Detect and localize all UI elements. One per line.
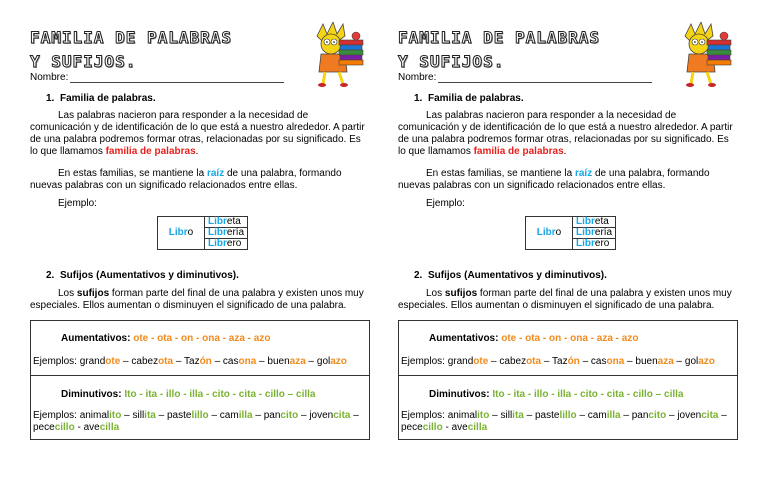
example-separator: – <box>673 356 685 367</box>
example-separator: – <box>620 410 632 421</box>
suffix-highlight: ón <box>199 356 212 367</box>
example-word: casona <box>222 356 257 367</box>
suffix-highlight: aza <box>289 356 306 367</box>
family-word-cell: Librería <box>205 228 248 239</box>
family-word-cell: Libreta <box>573 217 616 228</box>
example-word: animalito <box>79 410 122 421</box>
suffix-highlight: cito <box>280 410 299 421</box>
suffix-box <box>398 320 738 440</box>
example-word: pancito <box>263 410 299 421</box>
section2-heading: 2. Sufijos (Aumentativos y diminutivos). <box>46 270 239 281</box>
suffix-highlight: azo <box>330 356 347 367</box>
suffix-highlight: ona <box>606 356 625 367</box>
example-separator: – <box>256 356 268 367</box>
girl-with-books-illustration <box>309 22 371 88</box>
suffix-highlight: ota <box>526 356 542 367</box>
example-separator: – <box>624 356 636 367</box>
suffix-highlight: cillo <box>54 422 75 433</box>
example-separator: – <box>155 410 167 421</box>
section1-paragraph2: En estas familias, se mantiene la raíz de una palabra, formando nuevas palabras con un significado relacionados entre ellas. <box>30 168 342 191</box>
example-separator: – <box>718 410 727 421</box>
example-separator: – <box>489 410 501 421</box>
example-word: cabezota <box>499 356 542 367</box>
example-word: pancito <box>631 410 667 421</box>
suffix-highlight: illa <box>606 410 621 421</box>
example-word: pececillo <box>33 422 75 433</box>
suffix-highlight: ito <box>477 410 490 421</box>
section2-heading: 2. Sufijos (Aumentativos y diminutivos). <box>414 270 607 281</box>
example-word: buenaza <box>267 356 306 367</box>
example-label: Ejemplo: <box>426 198 465 209</box>
name-field <box>30 72 284 83</box>
example-separator: – <box>173 356 185 367</box>
suffix-highlight: cito <box>648 410 667 421</box>
name-label: Nombre: <box>30 72 69 83</box>
example-separator: – <box>523 410 535 421</box>
example-separator: – <box>541 356 553 367</box>
section2-paragraph: Los sufijos forman parte del final de una palabra y existen unos muy especiales. Ellos aumentan o disminuyen el significado de una palabra. <box>398 288 732 311</box>
name-blank-line <box>438 73 652 83</box>
example-word: camilla <box>219 410 253 421</box>
worksheet-left <box>26 0 386 503</box>
section1-paragraph2: En estas familias, se mantiene la raíz de una palabra, formando nuevas palabras con un significado relacionados entre ellas. <box>398 168 710 191</box>
example-word: golazo <box>684 356 715 367</box>
example-word: camilla <box>587 410 621 421</box>
suffix-highlight: ito <box>109 410 122 421</box>
example-word: sillita <box>132 410 156 421</box>
family-word-cell: Librería <box>573 228 616 239</box>
diminutive-heading: Diminutivos: Ito - ita - illo - illa - cito - cita - cillo – cilla <box>61 389 316 400</box>
suffix-highlight: ita <box>144 410 156 421</box>
suffix-highlight: lillo <box>191 410 209 421</box>
example-separator: – <box>121 410 133 421</box>
name-label: Nombre: <box>398 72 437 83</box>
example-word: pastelillo <box>166 410 209 421</box>
example-separator: – <box>305 356 317 367</box>
suffix-highlight: ón <box>567 356 580 367</box>
suffix-highlight: ona <box>238 356 257 367</box>
table-row <box>526 217 616 228</box>
example-word: sillita <box>500 410 524 421</box>
example-separator: – <box>350 410 359 421</box>
name-blank-line <box>70 73 284 83</box>
root-word-cell: Libro <box>158 217 205 250</box>
worksheet-title: FAMILIA DE PALABRAS <box>398 28 601 47</box>
augmentative-examples: Ejemplos: grandote – cabezota – Tazón – casona – buenaza – golazo <box>33 356 347 367</box>
table-row <box>158 217 248 228</box>
example-word: Tazón <box>184 356 212 367</box>
example-separator: – <box>576 410 588 421</box>
suffix-highlight: cilla <box>99 422 120 433</box>
example-word: grandote <box>447 356 489 367</box>
example-word: casona <box>590 356 625 367</box>
suffix-highlight: cillo <box>422 422 443 433</box>
name-field <box>398 72 652 83</box>
suffix-highlight: aza <box>657 356 674 367</box>
word-family-table <box>157 216 248 250</box>
example-label: Ejemplo: <box>58 198 97 209</box>
example-word: avecilla <box>83 422 120 433</box>
suffix-box <box>30 320 370 440</box>
box-divider <box>31 375 369 376</box>
example-separator: – <box>208 410 220 421</box>
suffix-highlight: ota <box>158 356 174 367</box>
section1-heading: 1. Familia de palabras. <box>46 93 156 104</box>
example-word: jovencita <box>309 410 351 421</box>
suffix-highlight: cita <box>701 410 719 421</box>
suffix-highlight: azo <box>698 356 715 367</box>
girl-with-books-illustration <box>677 22 739 88</box>
suffix-highlight: ote <box>105 356 121 367</box>
worksheet-title-line2: Y SUFIJOS. <box>30 52 137 71</box>
suffix-highlight: cita <box>333 410 351 421</box>
example-separator: - <box>74 422 84 433</box>
family-word-cell: Librero <box>205 239 248 250</box>
example-word: pececillo <box>401 422 443 433</box>
suffix-highlight: ote <box>473 356 489 367</box>
example-word: golazo <box>316 356 347 367</box>
diminutive-heading: Diminutivos: Ito - ita - illo - illa - cito - cita - cillo – cilla <box>429 389 684 400</box>
suffix-highlight: lillo <box>559 410 577 421</box>
example-word: buenaza <box>635 356 674 367</box>
family-word-cell: Librero <box>573 239 616 250</box>
example-separator: – <box>488 356 500 367</box>
augmentative-heading: Aumentativos: ote - ota - on - ona - aza - azo <box>61 333 271 344</box>
example-word: Tazón <box>552 356 580 367</box>
example-separator: – <box>211 356 223 367</box>
example-word: cabezota <box>131 356 174 367</box>
example-word: pastelillo <box>534 410 577 421</box>
section1-paragraph1: Las palabras nacieron para responder a la necesidad de comunicación y de identificación de lo que está a nuestro alrededor. A partir de una palabra podremos formar otras, relacionadas por su significado. Es lo que llamamos familia de palabras. <box>398 110 733 157</box>
augmentative-heading: Aumentativos: ote - ota - on - ona - aza - azo <box>429 333 639 344</box>
example-word: grandote <box>79 356 121 367</box>
suffix-highlight: illa <box>238 410 253 421</box>
worksheet-title-line2: Y SUFIJOS. <box>398 52 505 71</box>
example-word: animalito <box>447 410 490 421</box>
diminutive-examples: Ejemplos: animalito – sillita – pastelillo – camilla – pancito – jovencita – pececillo - avecilla <box>401 410 727 433</box>
example-word: jovencita <box>677 410 719 421</box>
suffix-highlight: cilla <box>467 422 488 433</box>
family-word-cell: Libreta <box>205 217 248 228</box>
section2-paragraph: Los sufijos forman parte del final de una palabra y existen unos muy especiales. Ellos aumentan o disminuyen el significado de una palabra. <box>30 288 364 311</box>
section1-heading: 1. Familia de palabras. <box>414 93 524 104</box>
root-word-cell: Libro <box>526 217 573 250</box>
word-family-table <box>525 216 616 250</box>
example-separator: – <box>120 356 132 367</box>
diminutive-examples: Ejemplos: animalito – sillita – pastelillo – camilla – pancito – jovencita – pececillo - avecilla <box>33 410 359 433</box>
example-separator: – <box>579 356 591 367</box>
box-divider <box>399 375 737 376</box>
example-separator: – <box>252 410 264 421</box>
worksheet-title: FAMILIA DE PALABRAS <box>30 28 233 47</box>
worksheet-right <box>394 0 754 503</box>
example-word: avecilla <box>451 422 488 433</box>
example-separator: – <box>298 410 310 421</box>
section1-paragraph1: Las palabras nacieron para responder a la necesidad de comunicación y de identificación de lo que está a nuestro alrededor. A partir de una palabra podremos formar otras, relacionadas por su significado. Es lo que llamamos familia de palabras. <box>30 110 365 157</box>
suffix-highlight: ita <box>512 410 524 421</box>
augmentative-examples: Ejemplos: grandote – cabezota – Tazón – casona – buenaza – golazo <box>401 356 715 367</box>
example-separator: – <box>666 410 678 421</box>
example-separator: - <box>442 422 452 433</box>
